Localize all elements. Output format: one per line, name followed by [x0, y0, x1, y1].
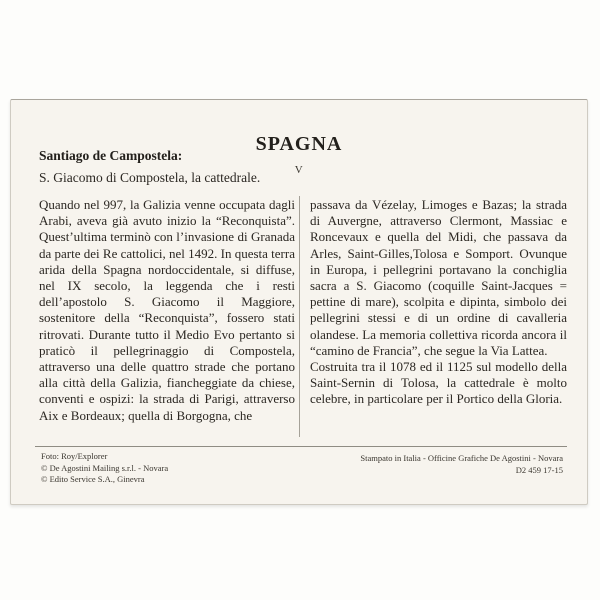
credit-catalog-code: D2 459 17-15	[515, 464, 563, 475]
credit-printer-line: Stampato in Italia - Officine Grafiche De Agostini - Novara	[360, 453, 563, 463]
credit-copyright-line-1: © De Agostini Mailing s.r.l. - Novara	[41, 462, 169, 473]
subject-subheading: S. Giacomo di Compostela, la cattedrale.	[39, 170, 261, 185]
subject-heading: Santiago de Campostela:	[39, 148, 183, 163]
column-divider-line	[299, 196, 300, 437]
credits-left-block	[41, 451, 168, 486]
country-title: SPAGNA	[255, 133, 343, 155]
credit-copyright-line-2: © Edito Service S.A., Ginevra	[41, 474, 145, 484]
postcard-back	[10, 99, 588, 505]
series-numeral: V	[294, 164, 304, 176]
credits-right-block	[360, 453, 563, 476]
body-text-left-column: Quando nel 997, la Galizia venne occupata dagli Arabi, aveva già avuto inizio la “Reconquista”. Quest’ultima terminò con l’invasione di Granada da parte dei Re cattolici, nel 1492. In questa terra arida della Spagna nordoccidentale, si diffuse, nel IX secolo, la leggenda che i resti dell’apostolo S. Giacomo il Maggiore, sostenitore della “Reconquista”, fossero stati ritrovati. Durante tutto il Medio Evo pertanto si praticò il pellegrinaggio di Compostela, attraverso una delle quattro strade che portano alla città della Galizia, fiancheggiate da chiese, conventi e ospizi: la strada di Parigi, attraverso Aix e Bordeaux; quella di Borgogna, che	[39, 197, 295, 423]
body-right-paragraph-1: passava da Vézelay, Limoges e Bazas; la strada di Auvergne, attraverso Clermont, Massiac e Roncevaux e quella del Midi, che passava da Arles, Saint-Gilles,Tolosa e Somport. Ovunque in Europa, i pellegrini portavano la conchiglia sacra a S. Giacomo (coquille Saint-Jacques = pettine di mare), scolpita e dipinta, simbolo dei pellegrini stessi e di un ordine di cavalleria olandese. La memoria collettiva ricorda ancora il “camino de Francia”, che segue la Via Lattea.	[310, 197, 567, 358]
body-text-right-column	[310, 197, 567, 408]
body-right-paragraph-2: Costruita tra il 1078 ed il 1125 sul modello della Saint-Sernin di Tolosa, la cattedrale è molto celebre, in particolare per il Portico della Gloria.	[310, 359, 567, 407]
footer-divider-line	[35, 446, 567, 447]
credit-photo-line: Foto: Roy/Explorer	[41, 451, 108, 461]
